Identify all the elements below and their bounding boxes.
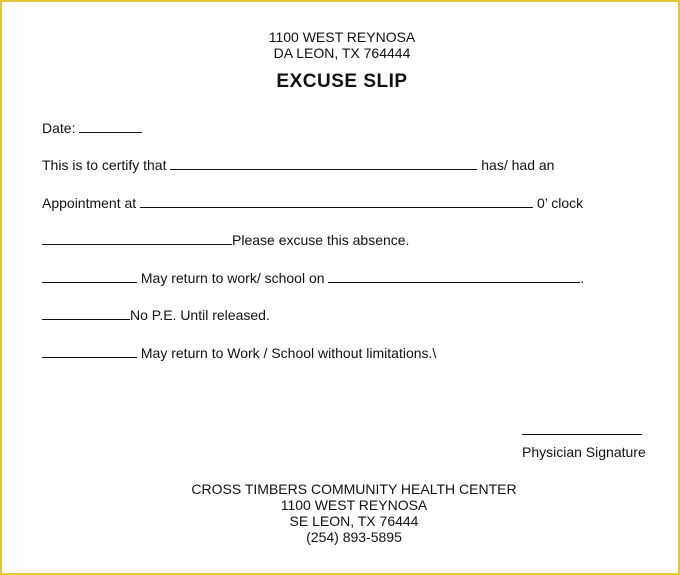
appointment-suffix: 0’ clock [536, 195, 584, 211]
certify-row [42, 157, 554, 173]
date-label: Date: [42, 120, 76, 136]
patient-name-blank [170, 157, 477, 170]
return-date-blank [328, 270, 580, 283]
excuse-blank [42, 232, 232, 245]
date-row [42, 120, 142, 136]
appointment-blank [140, 195, 533, 208]
footer-phone: (254) 893-5895 [306, 529, 402, 545]
no-pe-blank [42, 307, 130, 320]
no-pe-row [42, 307, 270, 323]
appointment-prefix: Appointment at [42, 195, 137, 211]
no-pe-text: No P.E. Until released. [130, 307, 270, 323]
footer-center-name: CROSS TIMBERS COMMUNITY HEALTH CENTER [191, 481, 517, 497]
return-check-blank [42, 270, 137, 283]
limitations-text: May return to Work / School without limitations.\ [140, 345, 437, 361]
return-text: May return to work/ school on [140, 270, 325, 286]
header-address-line2: DA LEON, TX 764444 [273, 45, 411, 61]
date-blank [79, 120, 142, 133]
page-title: EXCUSE SLIP [276, 71, 408, 92]
certify-prefix: This is to certify that [42, 157, 167, 173]
excuse-text: Please excuse this absence. [232, 232, 410, 248]
return-end: . [580, 270, 585, 286]
signature-label: Physician Signature [522, 444, 646, 460]
header-address-line1: 1100 WEST REYNOSA [268, 29, 416, 45]
appointment-row [42, 195, 583, 211]
limitations-blank [42, 345, 137, 358]
return-row [42, 270, 584, 286]
footer-address-line2: SE LEON, TX 76444 [289, 513, 419, 529]
signature-line [522, 434, 642, 435]
excuse-row [42, 232, 409, 248]
footer-address-line1: 1100 WEST REYNOSA [280, 497, 428, 513]
certify-suffix: has/ had an [481, 157, 555, 173]
limitations-row [42, 345, 436, 361]
